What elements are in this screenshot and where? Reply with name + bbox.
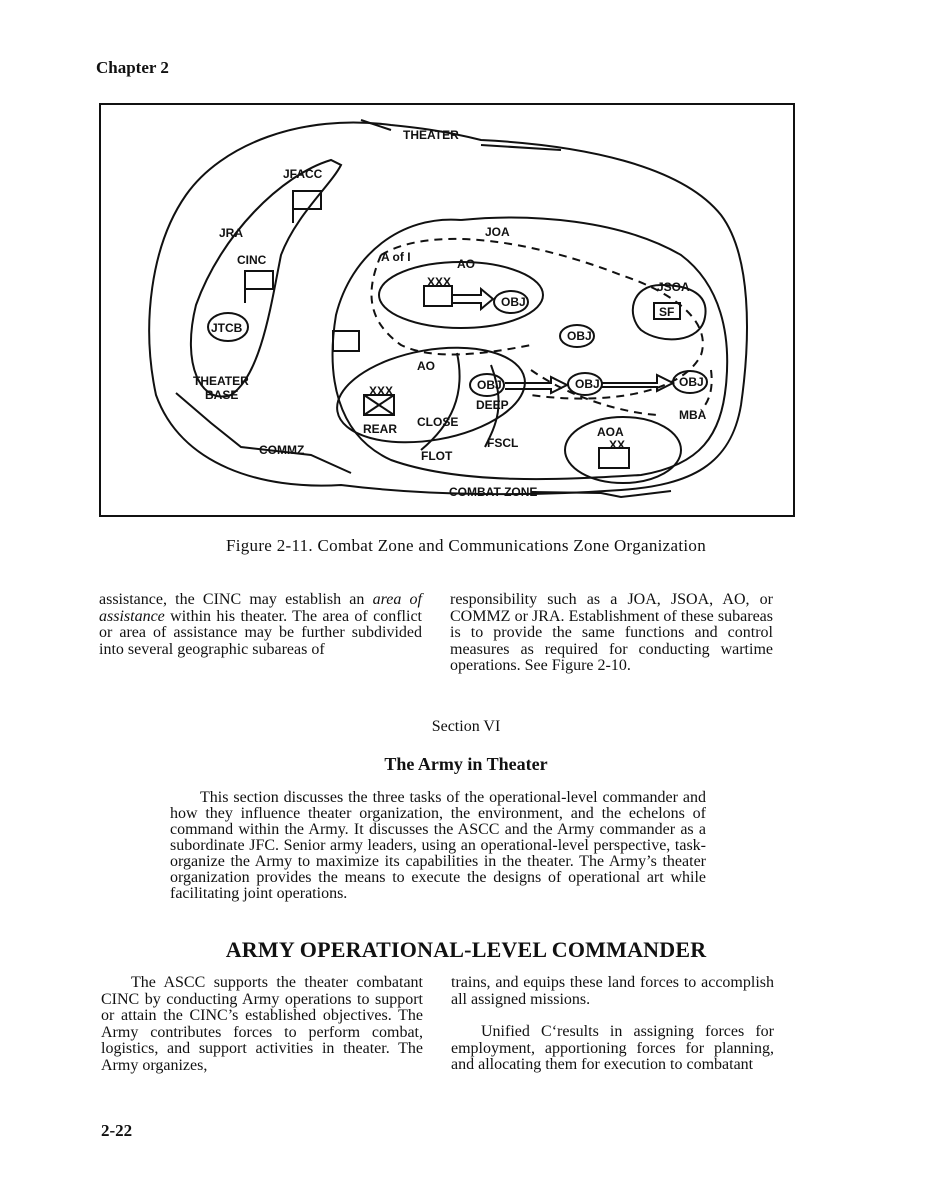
section-title: The Army in Theater <box>384 754 548 774</box>
body-text-left-2: The ASCC supports the theater combatant CINC by conducting Army operations to support or attain the CINC’s established objectives. The Army contributes forces to perform combat, logistics, and support activities in theater. The Army organizes, <box>101 974 423 1074</box>
label-fscl: FSCL <box>487 436 519 450</box>
text-left-1-suffix: within his theater. The area of conflict or area of assistance may be further subdivided into several geographic subareas of <box>99 607 422 658</box>
label-ao-lower: AO <box>417 359 435 373</box>
label-xxx-lower: XXX <box>369 384 394 398</box>
label-commz: COMMZ <box>259 443 305 457</box>
body-text-left-1 <box>99 592 422 658</box>
figure-caption: Figure 2-11. Combat Zone and Communications Zone Organization <box>225 536 707 555</box>
chapter-header: Chapter 2 <box>96 58 169 77</box>
paragraph-right-2a: trains, and equips these land forces to accomplish all assigned missions. <box>451 974 774 1008</box>
label-theater-base-2: BASE <box>205 388 239 402</box>
unit-box <box>333 331 359 351</box>
label-joa: JOA <box>485 225 510 239</box>
label-obj-2: OBJ <box>575 377 600 391</box>
label-close: CLOSE <box>417 415 459 429</box>
label-rear: REAR <box>363 422 398 436</box>
section-intro-paragraph: This section discusses the three tasks of the operational-level commander and how they influence theater organization, the environment, and the echelons of command within the Army. It discusses the ASCC and the Army commander as a subordinate JFC. Senior army leaders, using an operational-level perspective, task-organize the Army to maximize its capabilities in the theater. The Army’s theater organization provides the means to execute the designs of operational art while facilitating joint operations. <box>170 789 706 902</box>
section-label: Section VI <box>431 718 501 735</box>
label-flot: FLOT <box>421 449 453 463</box>
label-mba: MBA <box>679 408 707 422</box>
diagram-svg <box>101 105 797 519</box>
label-combat-zone: COMBAT ZONE <box>449 485 538 499</box>
cinc-flag <box>245 271 273 289</box>
label-xxx-top: XXX <box>427 275 452 289</box>
label-jtcb: JTCB <box>211 321 243 335</box>
label-cinc: CINC <box>237 253 267 267</box>
label-obj-3: OBJ <box>679 375 704 389</box>
label-jsoa: JSOA <box>657 280 690 294</box>
label-jfacc: JFACC <box>283 167 323 181</box>
label-obj-1: OBJ <box>477 378 502 392</box>
jra-boundary <box>191 160 341 397</box>
label-a-of-i: A of I <box>381 250 411 264</box>
text-left-1-em: area of assistance <box>99 591 422 625</box>
label-aoa: AOA <box>597 425 624 439</box>
label-ao-top: AO <box>457 257 475 271</box>
paragraph-right-2b: Unified C‘results in assigning forces for employment, apportioning forces for planning, and allocating them for execution to combatant <box>451 1023 774 1073</box>
label-obj-top: OBJ <box>501 295 526 309</box>
label-sf: SF <box>659 305 675 319</box>
label-xx: XX <box>609 438 626 452</box>
label-obj-mid: OBJ <box>567 329 592 343</box>
jfacc-flag <box>293 191 321 209</box>
figure-combat-zone-diagram <box>99 103 795 517</box>
body-text-right-2 <box>451 975 774 1074</box>
main-heading: ARMY OPERATIONAL-LEVEL COMMANDER <box>225 937 707 962</box>
page-number: 2-22 <box>101 1121 133 1140</box>
label-jra: JRA <box>219 226 244 240</box>
text-left-1-prefix: assistance, the CINC may establish an <box>99 591 373 608</box>
corps-symbol-top <box>424 286 452 306</box>
label-theater-base-1: THEATER <box>193 374 249 388</box>
body-text-right-1: responsibility such as a JOA, JSOA, AO, or COMMZ or JRA. Establishment of these subareas is to provide the same functions and control measures as required for conducting wartime operations. See Figure 2-10. <box>450 591 773 674</box>
label-theater: THEATER <box>403 128 459 142</box>
label-deep: DEEP <box>476 398 509 412</box>
